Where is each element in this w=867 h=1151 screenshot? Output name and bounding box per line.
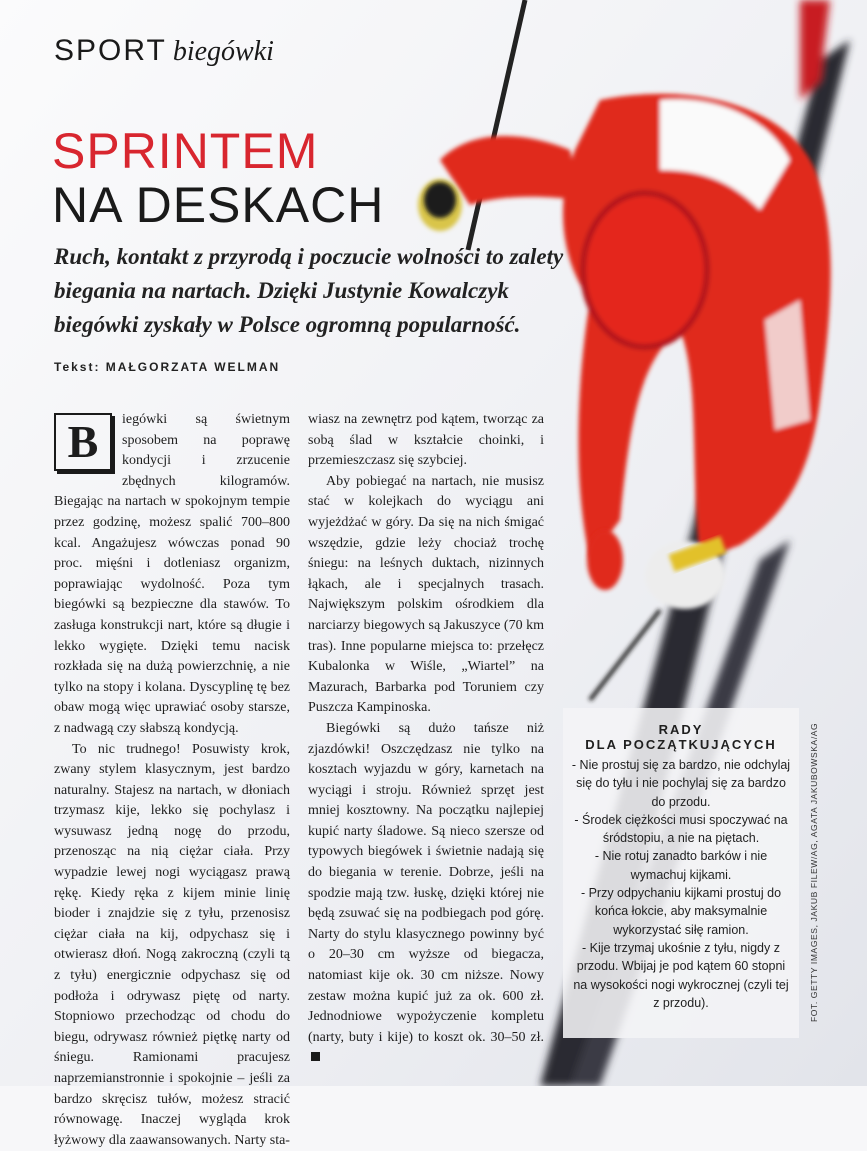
tips-heading-1: RADY — [563, 722, 799, 737]
tip-item: - Nie rotuj zanadto barków i nie wymachuj kijkami. — [571, 847, 791, 884]
tips-list — [563, 756, 799, 1012]
tip-item: - Przy odpychaniu kijkami prostuj do końca łokcie, aby maksymalnie wykorzystać siłę ramion. — [571, 884, 791, 939]
title-line-1: SPRINTEM — [52, 122, 318, 180]
section-topic: biegówki — [173, 36, 274, 67]
paragraph — [308, 719, 544, 1069]
paragraph: wiasz na zewnętrz pod kątem, tworząc za sobą ślad w kształcie choinki, i przemieszczasz się szybciej. — [308, 410, 544, 472]
paragraph-text: iegówki są świetnym sposobem na poprawę kondycji i zrzucenie zbędnych kilogramów. Biegając na nartach w spokojnym tempie przez godzinę, możesz spalić 700–800 kcal. Angażujesz wówczas ponad 90 proc. mięśni i dotleniasz organizm, poprawiając wydolność. Poza tym biegówki są bezpieczne dla stawów. To zasługa konstrukcji nart, które są długie i lekko wygięte. Dzięki temu nacisk rozkłada się na dużą powierzchnię, a nie tylko na stopy i kolana. Dyscyplinę tę bez obaw mogą więc uprawiać osoby starsze, z nadwagą czy słabszą kondycją. — [54, 412, 290, 736]
end-mark — [311, 1052, 320, 1061]
tips-box — [563, 708, 799, 1038]
paragraph: Aby pobiegać na nartach, nie musisz stać w kolejkach do wyciągu ani wyjeżdżać w góry. Da się na nich śmigać wszędzie, gdzie leży chociaż trochę śniegu: na leśnych duktach, nizinnych łąkach, ale i specjalnych trasach. Największym polskim ośrodkiem dla narciarzy biegowych są Jakuszyce (70 km tras). Inne popularne miejsca to: przełęcz Kubalonka w Wiśle, „Wiartel” na Mazurach, Barbarka pod Toruniem czy Puszcza Kampinoska. — [308, 472, 544, 719]
paragraph — [54, 410, 290, 740]
tip-item: - Nie prostuj się za bardzo, nie odchylaj się do tyłu i nie pochylaj się za bardzo do przodu. — [571, 756, 791, 811]
lead-paragraph: Ruch, kontakt z przyrodą i poczucie wolności to zalety biegania na nartach. Dzięki Justynie Kowalczyk biegówki zyskały w Polsce ogromną popularność. — [54, 240, 574, 342]
title-line-2: NA DESKACH — [52, 176, 384, 234]
tip-item: - Kije trzymaj ukośnie z tyłu, nigdy z przodu. Wbijaj je pod kątem 60 stopni na wysokości nogi wykrocznej (czyli tej z przodu). — [571, 939, 791, 1012]
tip-item: - Środek ciężkości musi spoczywać na śródstopiu, a nie na piętach. — [571, 811, 791, 848]
section-header — [54, 34, 274, 68]
paragraph: To nic trudnego! Posuwisty krok, zwany stylem klasycznym, jest bardzo naturalny. Stajesz na nartach, w dłoniach trzymasz kije, lekko się pochylasz i wysuwasz jedną nogę do przodu, przenosząc na nią ciężar ciała. Przy wypadzie lewej nogi wyciągasz prawą rękę. Kiedy ręka z kijem minie linię bioder i znajdzie się z tyłu, przenosisz ciężar ciała na kij, odpychasz się i otwierasz dłoń. Nogą zakroczną (czyli tą z tyłu) energicznie odpychasz się od podłoża i odrywasz piętę od narty. Stopniowo przechodząc od chodu do biegu, odrywasz również piętkę narty od śniegu. Ramionami pracujesz naprzemianstronnie i spokojnie – jeśli za bardzo skręcisz tułów, możesz stracić równowagę. Inaczej wygląda krok łyżwowy dla zaawansowanych. Narty sta- — [54, 740, 290, 1151]
drop-cap: B — [54, 413, 112, 471]
paragraph-text: Biegówki są dużo tańsze niż zjazdówki! Oszczędzasz nie tylko na kosztach wyjazdu w góry, karnetach na wyciągi i stroju. Również sprzęt jest mniej kosztowny. Na początku najlepiej kupić narty śladowe. Są nieco szersze od typowych biegówek i świetnie nadają się do biegania w terenie. Dobrze, jeśli na spodzie mają tzw. łuskę, dzięki której nie będą zsuwać się na podbiegach pod górę. Narty do stylu klasycznego powinny być o 20–30 cm wyższe od biegacza, natomiast kije ok. 30 cm niższe. Nowy zestaw można kupić już za ok. 600 zł. Jednodniowe wypożyczenie kompletu (narty, buty i kije) to koszt ok. 30–50 zł. — [308, 721, 544, 1045]
tips-heading-2: DLA POCZĄTKUJĄCYCH — [563, 737, 799, 752]
section-name: SPORT — [54, 34, 167, 67]
byline: Tekst: MAŁGORZATA WELMAN — [54, 360, 280, 374]
article-column-1 — [54, 410, 290, 1151]
photo-credit: FOT. GETTY IMAGES, JAKUB FILEW/AG, AGATA JAKUBOWSKA/AG — [809, 723, 819, 1022]
article-column-2 — [308, 410, 544, 1069]
